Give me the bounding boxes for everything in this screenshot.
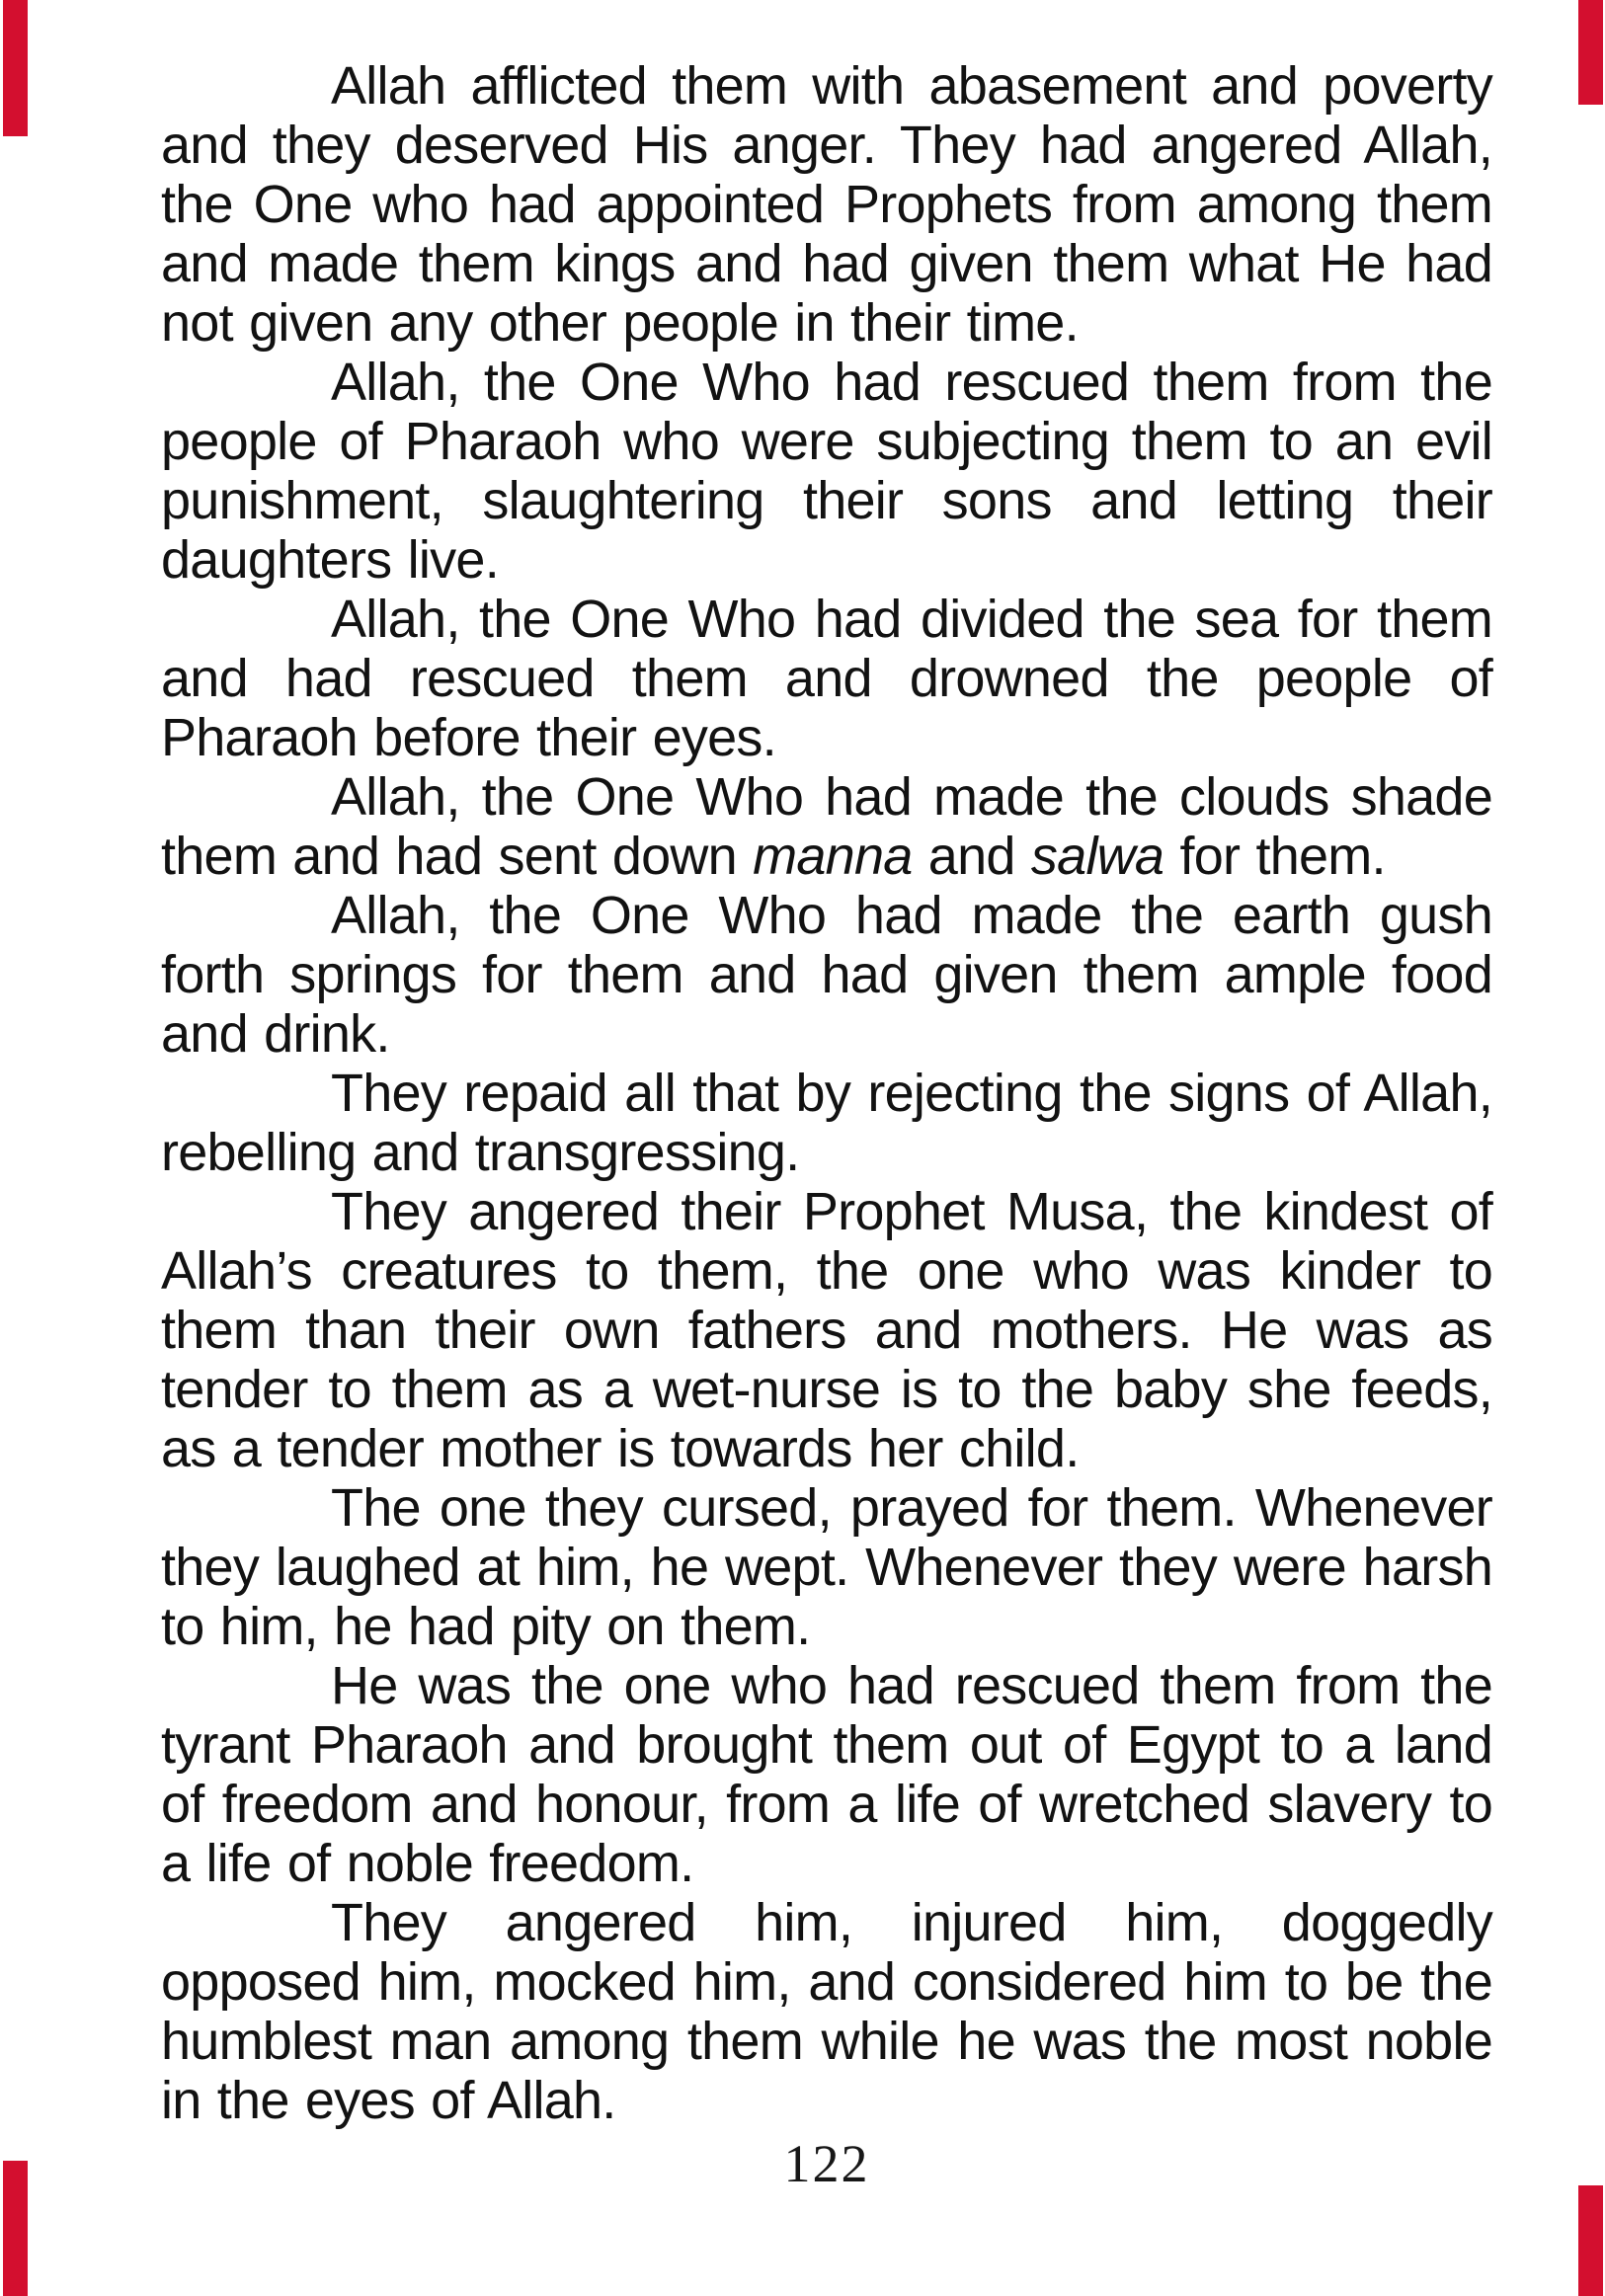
text-run: He was the one who had rescued them from the tyrant Pharaoh and brought them out of Egypt to a land of freedom and honour, from a life of wretched slavery to a life of noble freedom.: [161, 1656, 1492, 1893]
italic-text-run: salwa: [1030, 827, 1164, 886]
paragraph: [161, 1064, 1492, 1182]
paragraph: [161, 56, 1492, 353]
body-text: [161, 56, 1492, 2130]
paragraph: [161, 1478, 1492, 1656]
text-run: Allah, the One Who had made the earth gush forth springs for them and had given them ample food and drink.: [161, 886, 1492, 1064]
paragraph: [161, 1893, 1492, 2130]
text-run: Allah, the One Who had made the clouds shade them and had sent down: [161, 767, 1492, 886]
paragraph: [161, 767, 1492, 886]
text-run: They angered him, injured him, doggedly opposed him, mocked him, and considered him to be the humblest man among them while he was the most noble in the eyes of Allah.: [161, 1893, 1492, 2130]
scan-edge-mark-bottom-right: [1578, 2185, 1603, 2296]
text-run: They angered their Prophet Musa, the kindest of Allah’s creatures to them, the one who was kinder to them than their own fathers and mothers. He was as tender to them as a wet-nurse is to the baby she feeds, as a tender mother is towards her child.: [161, 1182, 1492, 1478]
text-run: for them.: [1164, 827, 1386, 886]
scan-edge-mark-top-left: [3, 0, 28, 136]
text-run: Allah, the One Who had rescued them from the people of Pharaoh who were subjecting them to an evil punishment, slaughtering their sons and letting their daughters live.: [161, 353, 1492, 590]
text-run: They repaid all that by rejecting the signs of Allah, rebelling and transgressing.: [161, 1064, 1492, 1182]
text-run: The one they cursed, prayed for them. Whenever they laughed at him, he wept. Whenever they were harsh to him, he had pity on them.: [161, 1478, 1492, 1656]
paragraph: [161, 590, 1492, 767]
paragraph: [161, 353, 1492, 590]
scan-edge-mark-bottom-left: [3, 2161, 28, 2296]
page-number: 122: [783, 2134, 870, 2193]
paragraph: [161, 1656, 1492, 1893]
paragraph: [161, 1182, 1492, 1478]
text-run: Allah afflicted them with abasement and poverty and they deserved His anger. They had angered Allah, the One who had appointed Prophets from among them and made them kings and had given them what He had not given any other people in their time.: [161, 56, 1492, 353]
italic-text-run: manna: [753, 827, 913, 886]
paragraph: [161, 886, 1492, 1064]
text-run: and: [912, 827, 1031, 886]
text-run: Allah, the One Who had divided the sea for them and had rescued them and drowned the people of Pharaoh before their eyes.: [161, 590, 1492, 767]
scan-edge-mark-top-right: [1578, 0, 1603, 105]
